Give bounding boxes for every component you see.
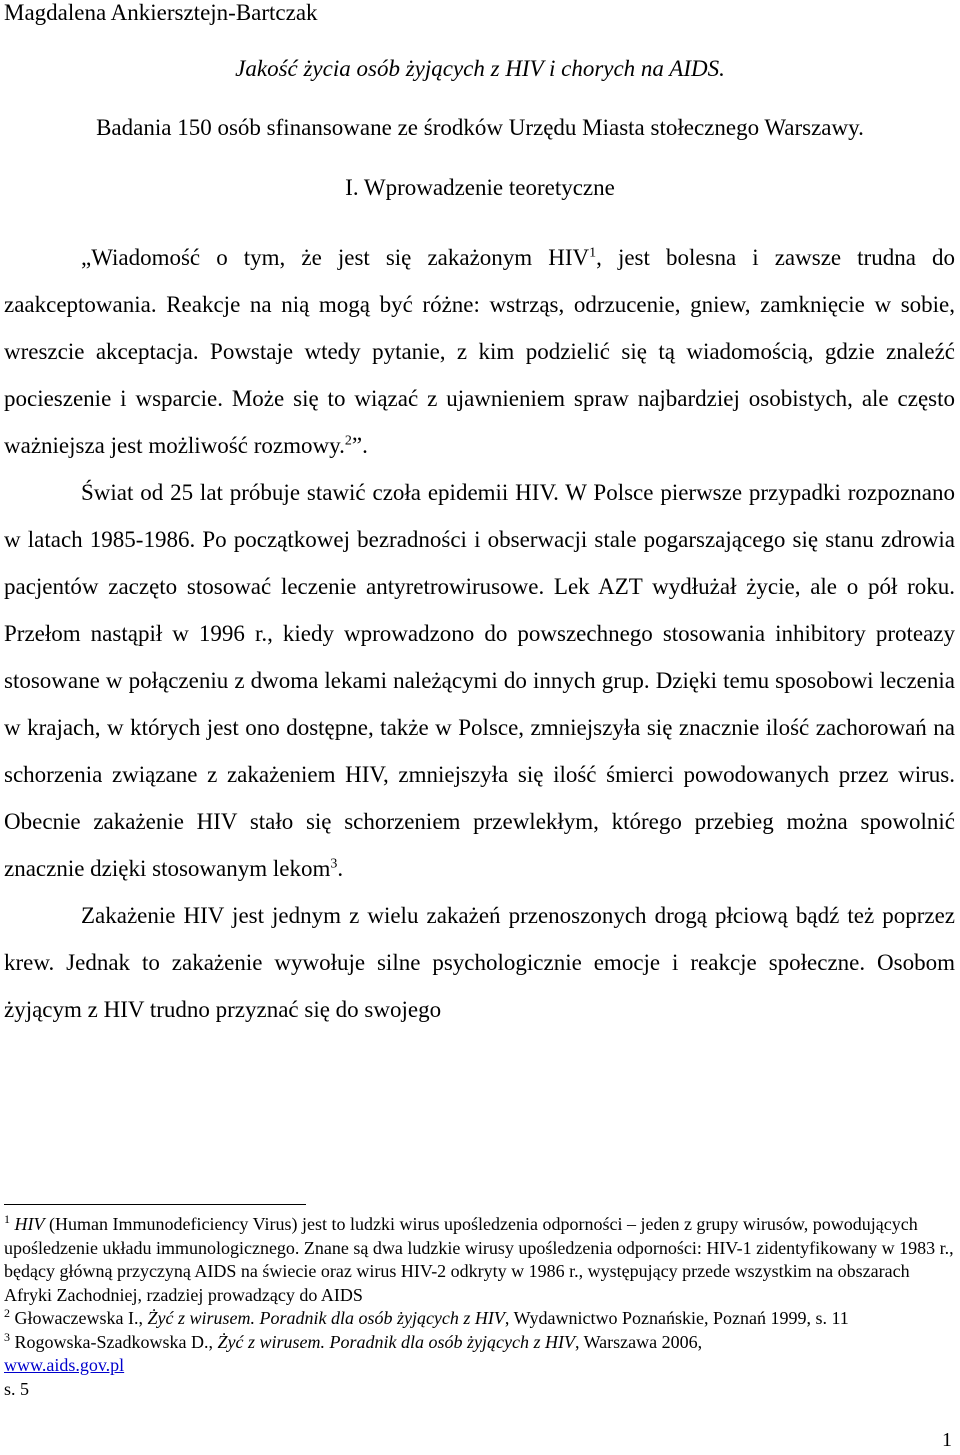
paragraph-2 <box>4 469 955 892</box>
footnotes <box>4 1213 955 1401</box>
document-subtitle: Badania 150 osób sfinansowane ze środków Urzędu Miasta stołecznego Warszawy. <box>96 115 864 140</box>
section-heading: I. Wprowadzenie teoretyczne <box>345 175 615 200</box>
footnote-1-number: 1 <box>4 1212 10 1226</box>
footnote-3-number: 3 <box>4 1329 10 1344</box>
paragraph-1 <box>4 234 955 469</box>
footnote-1-italic: HIV <box>14 1214 45 1234</box>
footnote-2-title: Żyć z wirusem. Poradnik dla osób żyjących z HIV <box>147 1308 505 1328</box>
footnote-3-link[interactable]: www.aids.gov.pl <box>4 1355 125 1375</box>
paragraph-1-text-a: „Wiadomość o tym, że jest się zakażonym HIV <box>81 245 590 270</box>
footnote-1 <box>4 1213 955 1307</box>
footnote-2-rest: , Wydawnictwo Poznańskie, Poznań 1999, s. 11 <box>504 1308 849 1328</box>
paragraph-3: Zakażenie HIV jest jednym z wielu zakażeń przenoszonych drogą płciową bądź też poprzez krew. Jednak to zakażenie wywołuje silne psychologicznie emocje i reakcje społeczne. Osobom żyjącym z HIV trudno przyznać się do swojego <box>4 903 955 1022</box>
paragraph-1-text-b: , jest bolesna i zawsze trudna do zaakceptowania. Reakcje na nią mogą być różne: wstrząs, odrzucenie, gniew, zamknięcie w sobie, wreszcie akceptacja. Powstaje wtedy pytanie, z kim podzielić się tą wiadomością, gdzie znaleźć pocieszenie i wsparcie. Może się to wiązać z ujawnieniem spraw najbardziej osobistych, ale często ważniejsza jest możliwość rozmowy. <box>4 245 955 458</box>
footnote-3 <box>4 1331 955 1402</box>
footnote-ref-2: 2 <box>344 433 352 449</box>
footnote-3-tail: s. 5 <box>4 1378 30 1399</box>
footnote-2-number: 2 <box>4 1306 10 1320</box>
footnote-3-rest: , Warszawa 2006, <box>574 1331 703 1352</box>
page-number: 1 <box>942 1429 952 1451</box>
footnote-3-title: Żyć z wirusem. Poradnik dla osób żyjących z HIV <box>217 1331 575 1352</box>
footnote-ref-3: 3 <box>330 856 338 872</box>
footnote-2 <box>4 1307 955 1331</box>
footnote-2-author: Głowaczewska I., <box>10 1308 148 1328</box>
footnote-separator <box>4 1204 306 1205</box>
paragraph-2-text-a: Świat od 25 lat próbuje stawić czoła epidemii HIV. W Polsce pierwsze przypadki rozpoznano w latach 1985-1986. Po początkowej bezradności i obserwacji stale pogarszającego się stanu zdrowia pacjentów zaczęto stosować leczenie antyretrowirusowe. Lek AZT wydłużał życie, ale o pół roku. Przełom nastąpił w 1996 r., kiedy wprowadzono do powszechnego stosowania inhibitory proteazy stosowane w połączeniu z dwoma lekami należącymi do innych grup. Dzięki temu sposobowi leczenia w krajach, w których jest ono dostępne, także w Polsce, zmniejszyła się znacznie ilość zachorowań na schorzenia związane z zakażeniem HIV, zmniejszyła się ilość śmierci powodowanych przez wirus. Obecnie zakażenie HIV stało się schorzeniem przewlekłym, którego przebieg można spowolnić znacznie dzięki stosowanym lekom <box>4 480 955 881</box>
paragraph-1-text-c: ”. <box>351 433 368 458</box>
footnote-3-author: Rogowska-Szadkowska D., <box>10 1331 218 1352</box>
paragraph-2-text-b: . <box>337 856 344 881</box>
document-title: Jakość życia osób żyjących z HIV i chorych na AIDS. <box>235 56 725 81</box>
footnote-ref-1: 1 <box>589 245 597 261</box>
body-text <box>4 234 955 1033</box>
footnote-1-text: (Human Immunodeficiency Virus) jest to ludzki wirus upośledzenia odporności – jeden z grupy wirusów, powodujących upośledzenie układu immunologicznego. Znane są dwa ludzkie wirusy upośledzenia odporności: HIV-1 zidentyfikowany w 1983 r., będący główną przyczyną AIDS na świecie oraz wirus HIV-2 odkryty w 1986 r., występujący przede wszystkim na obszarach Afryki Zachodniej, rzadziej prowadzący do AIDS <box>4 1214 954 1305</box>
author-name: Magdalena Ankiersztejn-Bartczak <box>4 0 318 25</box>
